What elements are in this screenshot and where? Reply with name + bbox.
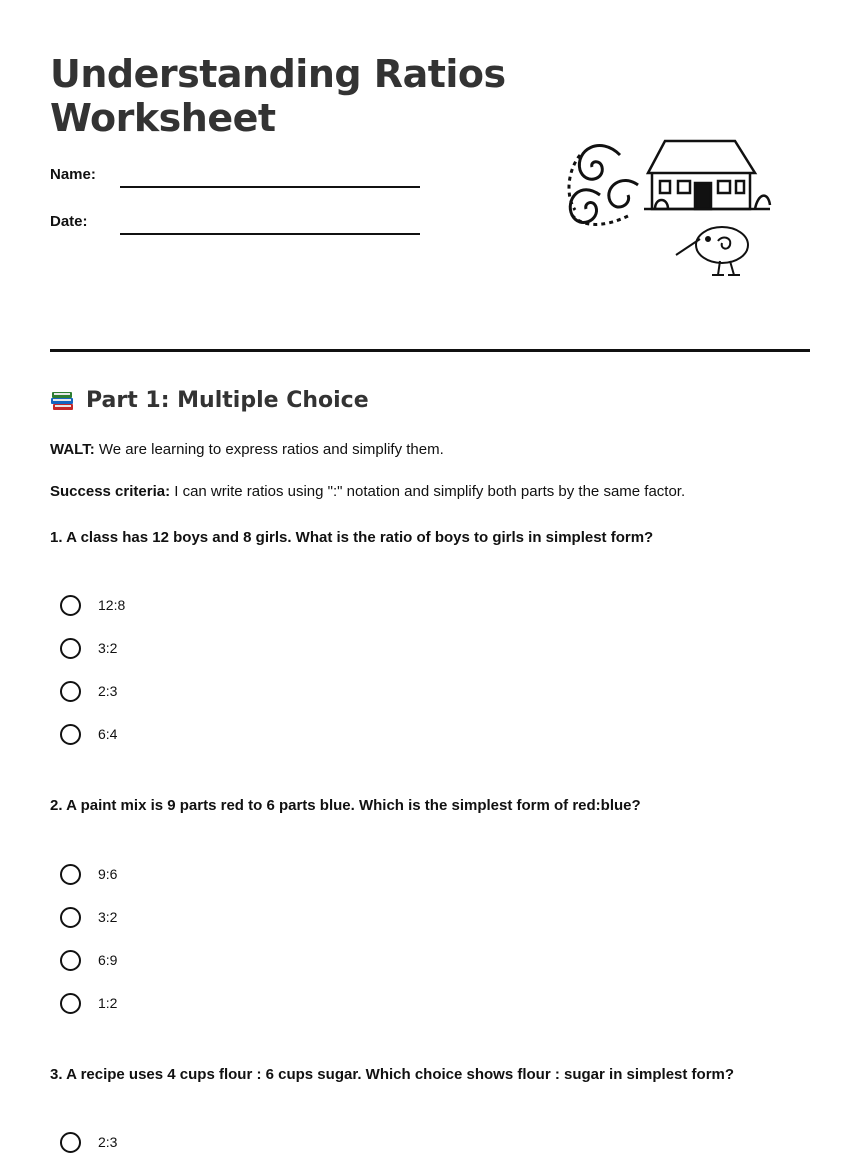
name-field[interactable] [50, 166, 430, 196]
kiwi-bird-icon [676, 227, 748, 275]
radio-button[interactable] [60, 864, 81, 885]
radio-button[interactable] [60, 595, 81, 616]
date-line[interactable] [120, 233, 420, 235]
books-icon [50, 389, 76, 413]
name-line[interactable] [120, 186, 420, 188]
worksheet-title [50, 52, 506, 140]
radio-button[interactable] [60, 950, 81, 971]
date-label: Date: [50, 213, 88, 230]
part1-heading-text: Part 1: Multiple Choice [86, 388, 369, 413]
q2-option-d[interactable] [60, 990, 117, 1016]
date-field[interactable] [50, 213, 430, 243]
title-line-2: Worksheet [50, 96, 276, 140]
question-3: 3. A recipe uses 4 cups flour : 6 cups sugar. Which choice shows flour : sugar in simplest form? [50, 1066, 735, 1083]
name-label: Name: [50, 166, 96, 183]
part1-heading [50, 388, 369, 413]
q1-option-d[interactable] [60, 721, 117, 747]
radio-button[interactable] [60, 681, 81, 702]
walt-label: WALT: [50, 441, 95, 458]
q2-option-c[interactable] [60, 947, 117, 973]
radio-button[interactable] [60, 907, 81, 928]
question-1: 1. A class has 12 boys and 8 girls. What is the ratio of boys to girls in simplest form? [50, 529, 654, 546]
option-label: 2:3 [98, 683, 118, 699]
radio-button[interactable] [60, 1132, 81, 1153]
q1-option-b[interactable] [60, 635, 117, 661]
q1-option-a[interactable] [60, 592, 125, 618]
q1-option-c[interactable] [60, 678, 117, 704]
q3-option-a[interactable] [60, 1129, 117, 1155]
walt-text: We are learning to express ratios and simplify them. [94, 441, 444, 458]
radio-button[interactable] [60, 724, 81, 745]
title-line-1: Understanding Ratios [50, 52, 506, 96]
success-criteria-line [50, 483, 685, 500]
section-divider [50, 349, 810, 352]
option-label: 6:9 [98, 952, 118, 968]
option-label: 6:4 [98, 726, 118, 742]
q2-option-a[interactable] [60, 861, 117, 887]
option-label: 3:2 [98, 909, 118, 925]
radio-button[interactable] [60, 993, 81, 1014]
success-text: I can write ratios using ":" notation and simplify both parts by the same factor. [170, 483, 686, 500]
radio-button[interactable] [60, 638, 81, 659]
q2-option-b[interactable] [60, 904, 117, 930]
option-label: 3:2 [98, 640, 118, 656]
option-label: 2:3 [98, 1134, 118, 1150]
option-label: 12:8 [98, 597, 126, 613]
question-2: 2. A paint mix is 9 parts red to 6 parts blue. Which is the simplest form of red:blue? [50, 797, 641, 814]
house-icon [644, 141, 770, 209]
koru-spiral-icon [569, 146, 638, 225]
option-label: 1:2 [98, 995, 118, 1011]
walt-line [50, 441, 444, 458]
success-label: Success criteria: [50, 483, 171, 500]
whare-koru-kiwi-illustration [560, 125, 780, 285]
option-label: 9:6 [98, 866, 118, 882]
